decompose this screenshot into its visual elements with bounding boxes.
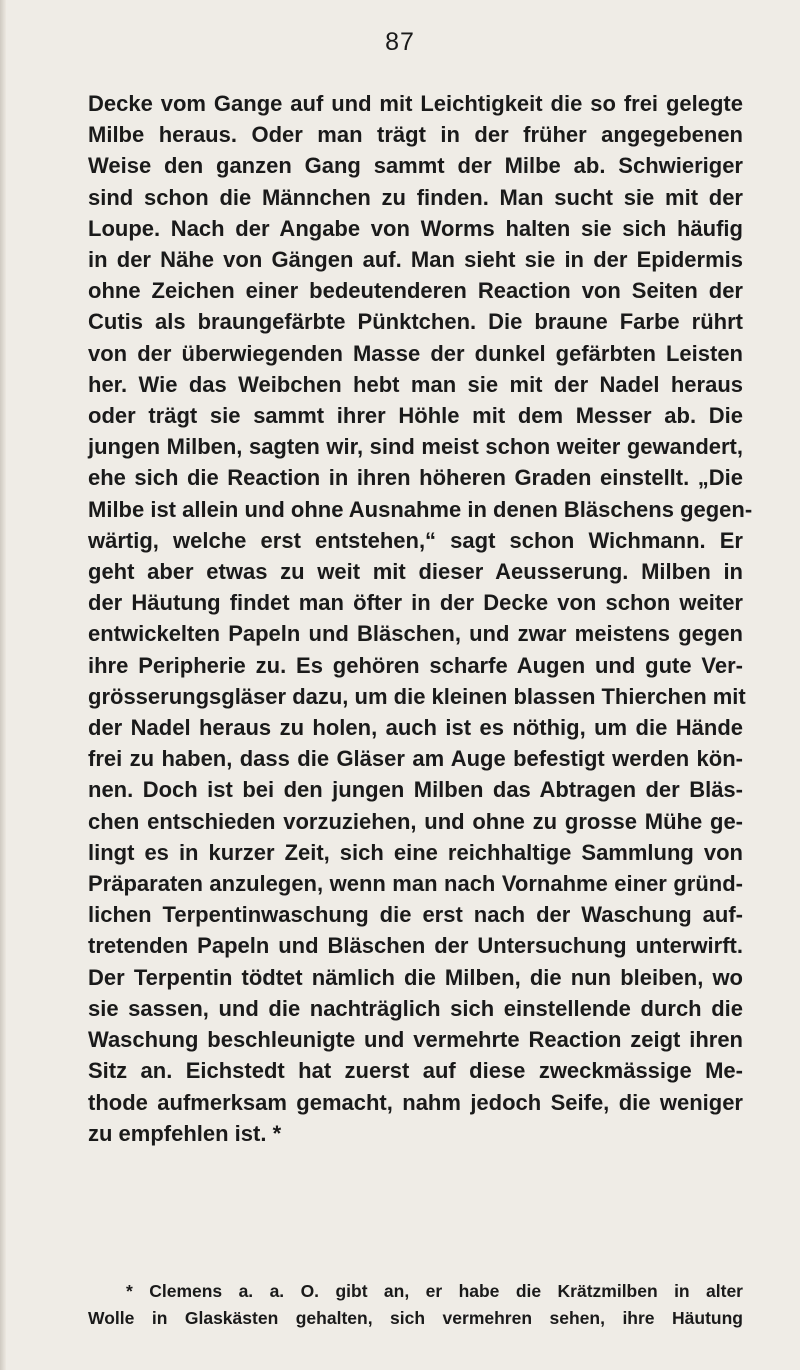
text-line: in der Nähe von Gängen auf. Man sieht sie in der Epidermis [88, 247, 743, 273]
text-line: wärtig, welche erst entstehen,“ sagt schon Wichmann. Er [88, 527, 743, 553]
text-line: Loupe. Nach der Angabe von Worms halten sie sich häufig [88, 215, 743, 241]
text-line: der Häutung findet man öfter in der Decke von schon weiter [88, 590, 743, 616]
text-line: sie sassen, und die nachträglich sich einstellende durch die [88, 995, 743, 1021]
text-line: oder trägt sie sammt ihrer Höhle mit dem Messer ab. Die [88, 403, 743, 429]
text-line: Waschung beschleunigte und vermehrte Reaction zeigt ihren [88, 1027, 743, 1053]
footnote [88, 1278, 743, 1332]
text-line: Milbe heraus. Oder man trägt in der früher angegebenen [88, 122, 743, 148]
text-line: jungen Milben, sagten wir, sind meist schon weiter gewandert, [88, 434, 743, 460]
text-line: Decke vom Gange auf und mit Leichtigkeit die so frei gelegte [88, 91, 743, 116]
text-line: geht aber etwas zu weit mit dieser Aeusserung. Milben in [88, 559, 743, 585]
text-line: Der Terpentin tödtet nämlich die Milben, die nun bleiben, wo [88, 964, 743, 990]
text-line: Weise den ganzen Gang sammt der Milbe ab. Schwieriger [88, 153, 743, 179]
text-line: sind schon die Männchen zu finden. Man sucht sie mit der [88, 184, 743, 210]
text-line: Cutis als braungefärbte Pünktchen. Die braune Farbe rührt [88, 309, 743, 335]
text-line: entwickelten Papeln und Bläschen, und zwar meistens gegen [88, 621, 743, 647]
text-line: ohne Zeichen einer bedeutenderen Reaction von Seiten der [88, 278, 743, 304]
text-line: Präparaten anzulegen, wenn man nach Vornahme einer gründ- [88, 871, 743, 897]
text-line: lichen Terpentinwaschung die erst nach der Waschung auf- [88, 902, 743, 928]
text-line: thode aufmerksam gemacht, nahm jedoch Seife, die weniger [88, 1089, 743, 1115]
text-line: tretenden Papeln und Bläschen der Untersuchung unterwirft. [88, 933, 743, 959]
text-line: ihre Peripherie zu. Es gehören scharfe Augen und gute Ver- [88, 652, 743, 678]
footnote-line: Wolle in Glaskästen gehalten, sich vermehren sehen, ihre Häutung [88, 1308, 743, 1328]
text-line: frei zu haben, dass die Gläser am Auge befestigt werden kön- [88, 746, 743, 772]
text-line: Milbe ist allein und ohne Ausnahme in denen Bläschens gegen- [88, 496, 753, 522]
text-line: nen. Doch ist bei den jungen Milben das Abtragen der Bläs- [88, 777, 743, 803]
body-text [88, 88, 753, 1149]
page-number: 87 [385, 28, 415, 56]
text-line: Sitz an. Eichstedt hat zuerst auf diese zweckmässige Me- [88, 1058, 743, 1084]
text-line: ehe sich die Reaction in ihren höheren Graden einstellt. „Die [88, 465, 743, 491]
page-edge [0, 0, 6, 1370]
text-line: lingt es in kurzer Zeit, sich eine reichhaltige Sammlung von [88, 839, 743, 865]
text-line: von der überwiegenden Masse der dunkel gefärbten Leisten [88, 340, 743, 366]
text-line: chen entschieden vorzuziehen, und ohne zu grosse Mühe ge- [88, 808, 743, 834]
text-line: her. Wie das Weibchen hebt man sie mit der Nadel heraus [88, 371, 743, 397]
text-line: der Nadel heraus zu holen, auch ist es nöthig, um die Hände [88, 715, 743, 741]
text-line: grösserungsgläser dazu, um die kleinen blassen Thierchen mit [88, 683, 746, 709]
text-line: zu empfehlen ist. * [88, 1120, 282, 1146]
footnote-line: * Clemens a. a. O. gibt an, er habe die Krätzmilben in alter [126, 1281, 743, 1301]
